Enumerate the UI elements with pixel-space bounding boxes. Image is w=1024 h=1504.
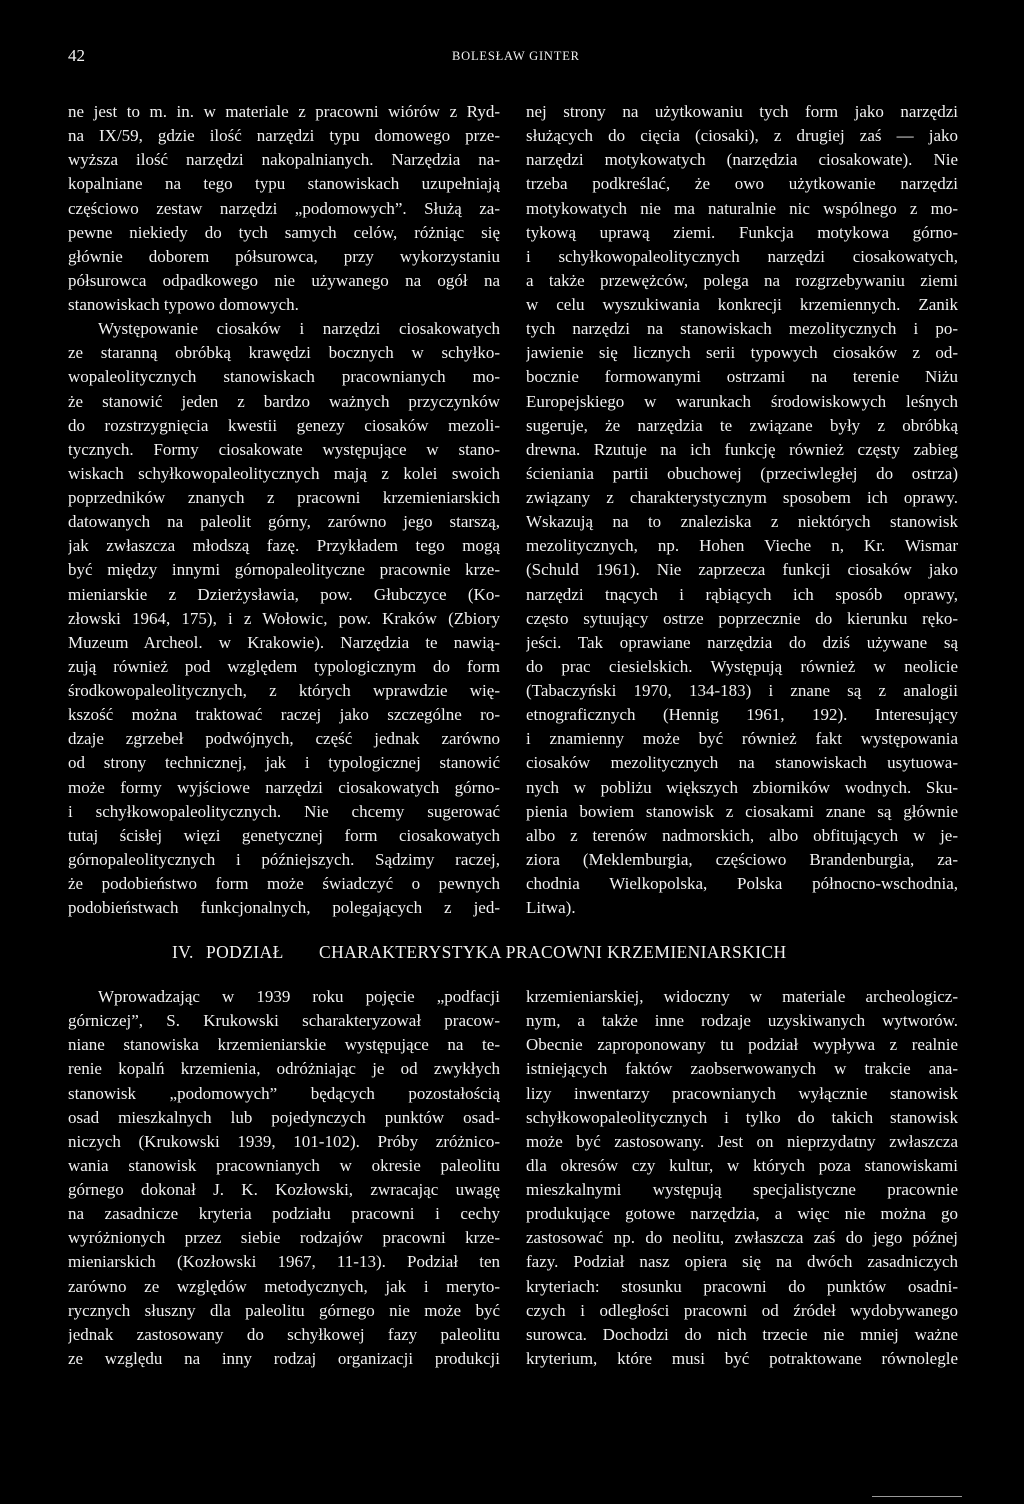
text-line: poprzedników znanych z pracowni krzemieniarskich xyxy=(68,488,500,507)
text-line: mieniarskie z Dzierżysławia, pow. Głubczyce (Ko- xyxy=(68,584,500,604)
text-line: rycznych słuszny dla paleolitu górnego nie może być xyxy=(68,1300,500,1320)
footer-rule xyxy=(872,1496,962,1497)
text-line: Wskazują na to znaleziska z niektórych stanowisk xyxy=(526,512,958,532)
text-line: pienia bowiem stanowisk z ciosakami znane są głównie xyxy=(526,801,958,821)
text-line: w celu wyszukiwania konkrecji krzemiennych. Zanik xyxy=(526,295,958,314)
text-line: kryterium, które musi być potraktowane równolegle xyxy=(526,1348,958,1368)
text-line: zują również pod względem typologicznym do form xyxy=(68,656,500,676)
text-line: jak zwłaszcza młodszą fazę. Przykładem tego mogą xyxy=(68,536,500,556)
text-line: dzaje zgrzebeł podwójnych, część jednak zarówno xyxy=(68,729,500,749)
text-line: osad mieszkalnych lub pojedynczych punktów osad- xyxy=(68,1107,500,1127)
text-line: czych i odległości pracowni od źródeł wydobywanego xyxy=(526,1300,958,1320)
text-line: głównie doborem półsurowca, przy wykorzystaniu xyxy=(68,246,500,266)
lower-right-column xyxy=(526,985,958,1371)
section-title-part1: PODZIAŁ xyxy=(206,942,284,962)
text-line: jawienie się licznych serii typowych ciosaków z od- xyxy=(526,343,958,363)
text-line: lizy inwentarzy pracownianych wyłącznie stanowisk xyxy=(526,1083,958,1103)
text-line: wania stanowisk pracownianych w okresie paleolitu xyxy=(68,1155,500,1175)
text-line: i schyłkowopaleolitycznych. Nie chcemy sugerować xyxy=(68,801,500,821)
text-line: wiskach schyłkowopaleolitycznych mają z kolei swoich xyxy=(68,463,500,483)
text-line: zarówno ze względów metodycznych, jak i meryto- xyxy=(68,1276,500,1296)
text-line: schyłkowopaleolitycznych i tylko do takich stanowisk xyxy=(526,1107,958,1127)
text-line: ne jest to m. in. w materiale z pracowni wiórów z Ryd- xyxy=(68,102,500,121)
text-line: zastosować np. do neolitu, zwłaszcza zaś do jego późnej xyxy=(526,1228,958,1248)
text-line: wopaleolitycznych stanowiskach pracownianych mo- xyxy=(68,367,500,387)
text-line: tutaj ścisłej więzi genetycznej form ciosakowatych xyxy=(68,825,500,845)
upper-left-column xyxy=(68,100,500,920)
text-line: tycznych. Formy ciosakowate występujące w stano- xyxy=(68,439,500,459)
text-line: ze względu na inny rodzaj organizacji produkcji xyxy=(68,1348,500,1368)
text-line: być między innymi górnopaleolityczne pracownie krze- xyxy=(68,560,500,580)
text-line: złowski 1964, 175), i z Wołowic, pow. Kraków (Zbiory xyxy=(68,608,500,628)
page-number: 42 xyxy=(68,46,85,65)
text-line: nych w pobliżu większych zbiorników wodnych. Sku- xyxy=(526,777,958,797)
text-line: wyróżnionych przez siebie rodzajów pracowni krze- xyxy=(68,1228,500,1248)
text-line: środkowopaleolitycznych, z których wprawdzie wię- xyxy=(68,681,500,700)
section-number: IV. xyxy=(172,942,194,962)
text-line: tykową uprawą ziemi. Funkcja motykowa górno- xyxy=(526,222,958,242)
text-line: krzemieniarskiej, widoczny w materiale archeologicz- xyxy=(526,987,958,1006)
text-line: drewna. Rzutuje na ich funkcję również częsty zabieg xyxy=(526,439,958,459)
text-line: ścieniania partii obuchowej (przeciwległej do ostrza) xyxy=(526,463,958,483)
text-line: sugeruje, że narzędzia te związane były z obróbką xyxy=(526,415,958,435)
text-line: do prac ciesielskich. Występują również w neolicie xyxy=(526,656,958,676)
text-line: stanowiskach typowo domowych. xyxy=(68,295,299,314)
text-line: (Tabaczyński 1970, 134-183) i znane są z analogii xyxy=(526,681,958,700)
text-line: produkujące gotowe narzędzia, a więc nie można go xyxy=(526,1204,958,1224)
section-title-part2: CHARAKTERYSTYKA PRACOWNI KRZEMIENIARSKICH xyxy=(319,942,787,962)
text-line: jednak zastosowany do schyłkowej fazy paleolitu xyxy=(68,1324,500,1344)
text-line: górnopaleolitycznych i późniejszych. Sądzimy raczej, xyxy=(68,849,500,869)
text-line: narzędzi motykowatych (narzędzia ciosakowate). Nie xyxy=(526,150,958,170)
page-header xyxy=(68,46,958,70)
text-line: surowca. Dochodzi do nich trzecie nie mniej ważne xyxy=(526,1324,958,1344)
text-line: a także przewężców, polega na rozgrzebywaniu ziemi xyxy=(526,270,958,290)
text-line: (Schuld 1961). Nie zaprzecza funkcji ciosaków jako xyxy=(526,560,958,580)
text-line: albo z terenów nadmorskich, albo obfitujących w je- xyxy=(526,825,958,845)
text-line: może formy wyjściowe narzędzi ciosakowatych górno- xyxy=(68,777,500,797)
text-line: istniejących faktów zaobserwowanych w trakcie ana- xyxy=(526,1059,958,1079)
text-line: do rozstrzygnięcia kwestii genezy ciosaków mezoli- xyxy=(68,415,500,435)
text-line: bocznie formowanymi ostrzami na terenie Niżu xyxy=(526,367,958,387)
text-line: górnego dokonał J. K. Kozłowski, zwracając uwagę xyxy=(68,1180,500,1199)
text-line: Muzeum Archeol. w Krakowie). Narzędzia te nawią- xyxy=(68,632,500,652)
text-line: mieniarskich (Kozłowski 1967, 11-13). Podział ten xyxy=(68,1252,500,1272)
text-line: związany z charakterystycznym sposobem ich oprawy. xyxy=(526,488,958,507)
text-line: kopalniane na tego typu stanowiskach uzupełniają xyxy=(68,174,500,194)
text-line: kszość można traktować raczej jako szczególne ro- xyxy=(68,705,500,725)
section-heading xyxy=(172,942,892,966)
text-line: jeści. Tak oprawiane narzędzia do dziś używane są xyxy=(526,632,958,652)
text-line: podobieństwach funkcjonalnych, polegających z jed- xyxy=(68,898,500,918)
text-line: tych narzędzi na stanowiskach mezolitycznych i po- xyxy=(526,319,958,339)
text-line: półsurowca odpadkowego nie używanego na ogół na xyxy=(68,270,500,290)
text-line: trzeba podkreślać, że owo użytkowanie narzędzi xyxy=(526,174,958,194)
text-line: nej strony na użytkowaniu tych form jako narzędzi xyxy=(526,102,958,121)
text-line: że stanowić jeden z bardzo ważnych przyczynków xyxy=(68,391,500,411)
text-line: może być zastosowany. Jest on nieprzydatny zwłaszcza xyxy=(526,1131,958,1151)
text-line: ziora (Meklemburgia, częściowo Brandenburgia, za- xyxy=(526,849,958,869)
text-line: na zasadnicze kryteria podziału pracowni i cechy xyxy=(68,1204,500,1224)
text-line: nym, a także inne rodzaje uzyskiwanych wytworów. xyxy=(526,1011,958,1031)
text-line: kryteriach: stosunku pracowni do punktów osadni- xyxy=(526,1276,958,1296)
text-line: renie kopalń krzemienia, odróżniając je od zwykłych xyxy=(68,1059,500,1079)
text-line: ze staranną obróbką krawędzi bocznych w schyłko- xyxy=(68,343,500,363)
text-line: od strony technicznej, jak i typologicznej stanowić xyxy=(68,753,500,773)
text-line: służących do cięcia (ciosaki), z drugiej zaś — jako xyxy=(526,126,958,146)
text-line: i schyłkowopaleolitycznych narzędzi ciosakowatych, xyxy=(526,246,958,266)
lower-left-column xyxy=(68,985,500,1371)
text-line: chodnia Wielkopolska, Polska północno-wschodnia, xyxy=(526,874,958,893)
text-line: wyższa ilość narzędzi nakopalnianych. Narzędzia na- xyxy=(68,150,500,170)
text-line: etnograficznych (Hennig 1961, 192). Interesujący xyxy=(526,705,958,725)
running-head: BOLESŁAW GINTER xyxy=(452,49,580,63)
text-line: i znamienny może być również fakt występowania xyxy=(526,729,958,749)
text-line: Występowanie ciosaków i narzędzi ciosakowatych xyxy=(98,319,500,339)
text-line: datowanych na paleolit górny, zarówno jego starszą, xyxy=(68,512,500,532)
text-line: niczych (Krukowski 1939, 101-102). Próby zróżnico- xyxy=(68,1131,500,1151)
text-line: Litwa). xyxy=(526,898,576,918)
text-line: górniczej”, S. Krukowski scharakteryzował pracow- xyxy=(68,1011,500,1031)
text-line: często sytuujący ostrze poprzecznie do kierunku ręko- xyxy=(526,608,958,628)
text-line: fazy. Podział nasz opiera się na dwóch zasadniczych xyxy=(526,1252,958,1272)
text-line: niane stanowiska krzemieniarskie występujące na te- xyxy=(68,1035,500,1055)
text-line: ciosaków mezolitycznych na stanowiskach usytuowa- xyxy=(526,753,958,773)
upper-right-column xyxy=(526,100,958,920)
text-line: narzędzi tnących i rąbiących ich sposób oprawy, xyxy=(526,584,958,604)
text-line: mieszkalnymi występują specjalistyczne pracownie xyxy=(526,1180,958,1199)
text-line: stanowisk „podomowych” będących pozostałością xyxy=(68,1083,500,1103)
text-line: na IX/59, gdzie ilość narzędzi typu domowego prze- xyxy=(68,126,500,146)
text-line: że podobieństwo form może świadczyć o pewnych xyxy=(68,874,500,893)
text-line: dla okresów czy kultur, w których poza stanowiskami xyxy=(526,1155,958,1175)
text-line: mezolitycznych, np. Hohen Vieche n, Kr. Wismar xyxy=(526,536,958,556)
text-line: Europejskiego w warunkach środowiskowych leśnych xyxy=(526,391,958,411)
text-line: Obecnie zaproponowany tu podział wypływa z realnie xyxy=(526,1035,958,1055)
text-line: motykowatych nie ma naturalnie nic wspólnego z mo- xyxy=(526,198,958,218)
text-line: Wprowadzając w 1939 roku pojęcie „podfacji xyxy=(98,987,500,1006)
text-line: pewne niekiedy do tych samych celów, różniąc się xyxy=(68,222,500,242)
text-line: częściowo zestaw narzędzi „podomowych”. Służą za- xyxy=(68,198,500,218)
